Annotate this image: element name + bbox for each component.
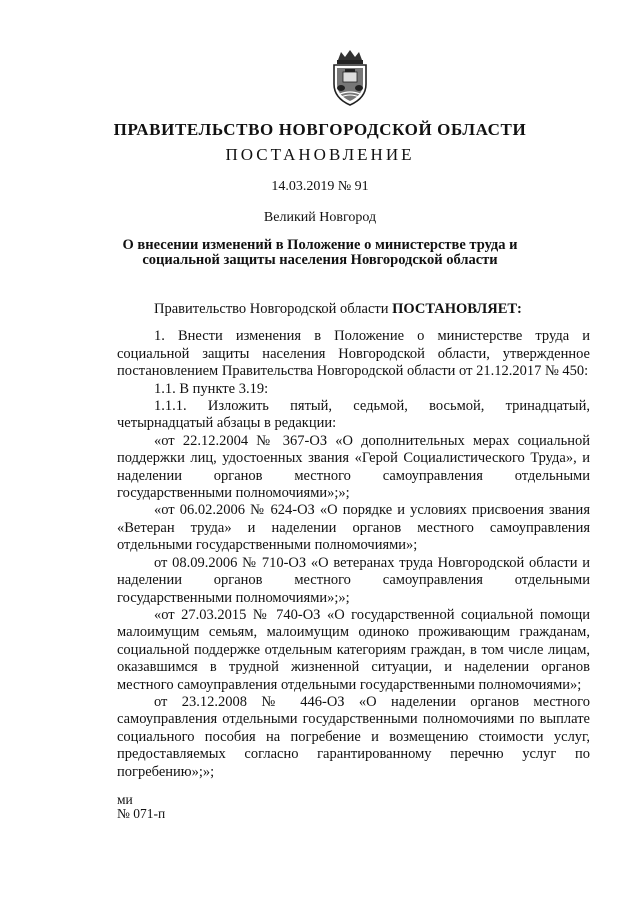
intro-decree: ПОСТАНОВЛЯЕТ: (392, 301, 522, 317)
paragraph-1-1-1: 1.1.1. Изложить пятый, седьмой, восьмой, тринадцатый, четырнадцатый абзацы в редакции: (117, 398, 590, 432)
emblem-icon (326, 50, 374, 106)
intro-text: Правительство Новгородской области (154, 301, 393, 317)
paragraph-1-1: 1.1. В пункте 3.19: (154, 380, 269, 397)
footer-initials: ми (117, 792, 133, 807)
quote-law-624: «от 06.02.2006 № 624-ОЗ «О порядке и условиях присвоения звания «Ветеран труда» и наделении органов местного самоуправления отдельными государственными полномочиями»; (117, 502, 590, 554)
government-title: ПРАВИТЕЛЬСТВО НОВГОРОДСКОЙ ОБЛАСТИ (113, 120, 527, 139)
footer-note (117, 793, 165, 821)
quote-law-446: от 23.12.2008 № 446-ОЗ «О наделении органов местного самоуправления отдельными государственными полномочиями по выплате социального пособия на погребение и возмещению стоимости услуг, предоставляемых согласно гарантированному перечню услуг по погребению»;»; (117, 693, 590, 780)
intro-paragraph (117, 301, 590, 318)
date-number: 14.03.2019 № 91 (271, 179, 369, 194)
document-subject: О внесении изменений в Положение о министерстве труда и социальной защиты населения Новгородской области (122, 237, 518, 268)
quote-law-367: «от 22.12.2004 № 367-ОЗ «О дополнительных мерах социальной поддержки лиц, удостоенных звания «Герой Социалистического Труда», и наделении органов местного самоуправления отдельными государственными полномочиями»;»; (117, 432, 590, 502)
quote-law-710: от 08.09.2006 № 710-ОЗ «О ветеранах труда Новгородской области и наделении органов местного самоуправления отдельными государственными полномочиями»;»; (117, 554, 590, 606)
paragraph-1: 1. Внести изменения в Положение о министерстве труда и социальной защиты населения Новгородской области, утвержденное постановлением Правительства Новгородской области от 21.12.2017 № 450: (117, 328, 590, 380)
city-name: Великий Новгород (263, 210, 377, 225)
document-type: ПОСТАНОВЛЕНИЕ (225, 145, 415, 164)
quote-law-740: «от 27.03.2015 № 740-ОЗ «О государственной социальной помощи малоимущим семьям, малоимущим одиноко проживающим гражданам, социальной поддержке отдельным категориям граждан, в том числе лицам, оказавшимся в трудной жизненной ситуации, и наделении органов местного самоуправления отдельными государственными полномочиями»; (117, 606, 590, 693)
footer-doc-code: № 071-п (117, 806, 166, 821)
document-body (117, 301, 590, 781)
